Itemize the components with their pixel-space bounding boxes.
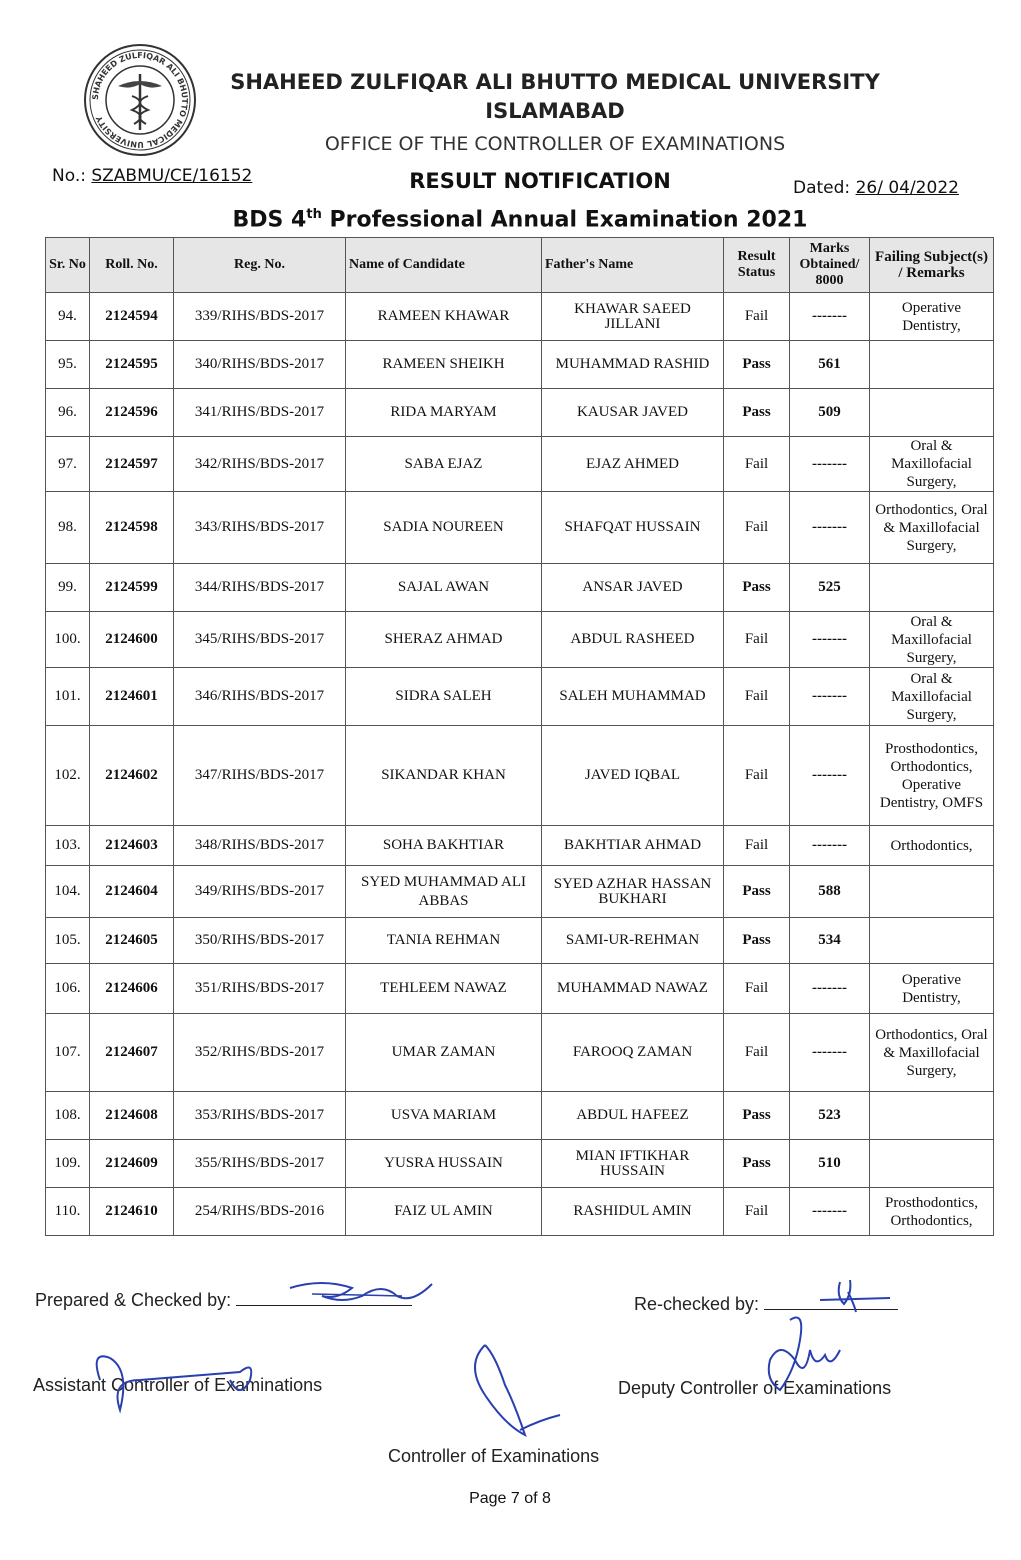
column-header: Marks Obtained/ 8000 xyxy=(790,238,870,293)
remarks-cell: Orthodontics, Oral & Maxillofacial Surgery, xyxy=(870,1014,994,1092)
roll-number-cell: 2124599 xyxy=(90,564,174,612)
table-row xyxy=(46,866,994,918)
roll-number-cell: 2124597 xyxy=(90,437,174,492)
remarks-cell: Operative Dentistry, xyxy=(870,964,994,1014)
reference-number: No.: SZABMU/CE/16152 xyxy=(52,166,253,186)
father-name-cell: JAVED IQBAL xyxy=(542,726,724,826)
father-name-cell: SALEH MUHAMMAD xyxy=(542,668,724,726)
prepared-checked-by: Prepared & Checked by: xyxy=(35,1287,412,1311)
reg-number-cell: 340/RIHS/BDS-2017 xyxy=(174,341,346,389)
result-status-cell: Fail xyxy=(724,437,790,492)
remarks-cell xyxy=(870,341,994,389)
marks-cell: ------- xyxy=(790,492,870,564)
university-name: SHAHEED ZULFIQAR ALI BHUTTO MEDICAL UNIVERSITY ISLAMABAD xyxy=(230,70,880,123)
remarks-cell xyxy=(870,564,994,612)
assistant-controller-title: Assistant Controller of Examinations xyxy=(33,1375,323,1395)
sr-cell: 100. xyxy=(46,612,90,668)
result-status-cell: Pass xyxy=(724,341,790,389)
father-name-cell: ANSAR JAVED xyxy=(542,564,724,612)
marks-cell: ------- xyxy=(790,437,870,492)
sr-cell: 94. xyxy=(46,293,90,341)
reg-number-cell: 345/RIHS/BDS-2017 xyxy=(174,612,346,668)
roll-number-cell: 2124607 xyxy=(90,1014,174,1092)
sr-cell: 110. xyxy=(46,1188,90,1236)
reg-number-cell: 353/RIHS/BDS-2017 xyxy=(174,1092,346,1140)
father-name-cell: KHAWAR SAEED JILLANI xyxy=(542,293,724,341)
reg-number-cell: 341/RIHS/BDS-2017 xyxy=(174,389,346,437)
column-header: Sr. No xyxy=(46,238,90,293)
column-header: Name of Candidate xyxy=(346,238,542,293)
reg-number-cell: 342/RIHS/BDS-2017 xyxy=(174,437,346,492)
result-status-cell: Fail xyxy=(724,1188,790,1236)
marks-cell: ------- xyxy=(790,964,870,1014)
sr-cell: 108. xyxy=(46,1092,90,1140)
father-name-cell: FAROOQ ZAMAN xyxy=(542,1014,724,1092)
result-status-cell: Pass xyxy=(724,1140,790,1188)
table-row xyxy=(46,826,994,866)
column-header: Reg. No. xyxy=(174,238,346,293)
table-row xyxy=(46,964,994,1014)
candidate-name-cell: RAMEEN SHEIKH xyxy=(346,341,542,389)
result-status-cell: Fail xyxy=(724,1014,790,1092)
sr-cell: 96. xyxy=(46,389,90,437)
roll-number-cell: 2124609 xyxy=(90,1140,174,1188)
deputy-signature-icon xyxy=(750,1310,850,1405)
remarks-cell xyxy=(870,918,994,964)
father-name-cell: ABDUL RASHEED xyxy=(542,612,724,668)
remarks-cell: Oral & Maxillofacial Surgery, xyxy=(870,612,994,668)
marks-cell: ------- xyxy=(790,612,870,668)
roll-number-cell: 2124594 xyxy=(90,293,174,341)
candidate-name-cell: SADIA NOUREEN xyxy=(346,492,542,564)
sr-cell: 106. xyxy=(46,964,90,1014)
marks-cell: 561 xyxy=(790,341,870,389)
sr-cell: 95. xyxy=(46,341,90,389)
father-name-cell: SAMI-UR-REHMAN xyxy=(542,918,724,964)
father-name-cell: MIAN IFTIKHAR HUSSAIN xyxy=(542,1140,724,1188)
marks-cell: ------- xyxy=(790,293,870,341)
remarks-cell: Prosthodontics, Orthodontics, Operative Dentistry, OMFS xyxy=(870,726,994,826)
roll-number-cell: 2124600 xyxy=(90,612,174,668)
candidate-name-cell: FAIZ UL AMIN xyxy=(346,1188,542,1236)
candidate-name-cell: TANIA REHMAN xyxy=(346,918,542,964)
table-row xyxy=(46,564,994,612)
candidate-name-cell: RIDA MARYAM xyxy=(346,389,542,437)
exam-title: BDS 4th Professional Annual Examination 2021 xyxy=(232,207,808,233)
marks-cell: ------- xyxy=(790,1014,870,1092)
roll-number-cell: 2124602 xyxy=(90,726,174,826)
reg-number-cell: 344/RIHS/BDS-2017 xyxy=(174,564,346,612)
reg-number-cell: 343/RIHS/BDS-2017 xyxy=(174,492,346,564)
remarks-cell xyxy=(870,1092,994,1140)
reg-number-cell: 339/RIHS/BDS-2017 xyxy=(174,293,346,341)
marks-cell: 534 xyxy=(790,918,870,964)
candidate-name-cell: SIKANDAR KHAN xyxy=(346,726,542,826)
office-title: OFFICE OF THE CONTROLLER OF EXAMINATIONS xyxy=(324,133,786,155)
father-name-cell: SHAFQAT HUSSAIN xyxy=(542,492,724,564)
result-status-cell: Fail xyxy=(724,964,790,1014)
result-status-cell: Pass xyxy=(724,564,790,612)
column-header: Result Status xyxy=(724,238,790,293)
result-status-cell: Fail xyxy=(724,668,790,726)
father-name-cell: MUHAMMAD RASHID xyxy=(542,341,724,389)
table-row xyxy=(46,726,994,826)
table-row xyxy=(46,341,994,389)
seal-text: SHAHEED ZULFIQAR ALI BHUTTO MEDICAL UNIVERSITY xyxy=(90,50,190,150)
controller-title: Controller of Examinations xyxy=(388,1446,600,1466)
candidate-name-cell: SABA EJAZ xyxy=(346,437,542,492)
deputy-controller-title: Deputy Controller of Examinations xyxy=(618,1378,892,1398)
remarks-cell: Oral & Maxillofacial Surgery, xyxy=(870,668,994,726)
table-row xyxy=(46,612,994,668)
roll-number-cell: 2124610 xyxy=(90,1188,174,1236)
sr-cell: 99. xyxy=(46,564,90,612)
result-status-cell: Pass xyxy=(724,389,790,437)
candidate-name-cell: RAMEEN KHAWAR xyxy=(346,293,542,341)
reg-number-cell: 352/RIHS/BDS-2017 xyxy=(174,1014,346,1092)
roll-number-cell: 2124595 xyxy=(90,341,174,389)
remarks-cell xyxy=(870,1140,994,1188)
sr-cell: 105. xyxy=(46,918,90,964)
notification-title: RESULT NOTIFICATION xyxy=(409,169,671,193)
sr-cell: 102. xyxy=(46,726,90,826)
father-name-cell: BAKHTIAR AHMAD xyxy=(542,826,724,866)
table-row xyxy=(46,1092,994,1140)
remarks-cell: Operative Dentistry, xyxy=(870,293,994,341)
sr-cell: 107. xyxy=(46,1014,90,1092)
reg-number-cell: 346/RIHS/BDS-2017 xyxy=(174,668,346,726)
remarks-cell: Oral & Maxillofacial Surgery, xyxy=(870,437,994,492)
candidate-name-cell: SHERAZ AHMAD xyxy=(346,612,542,668)
father-name-cell: RASHIDUL AMIN xyxy=(542,1188,724,1236)
sr-cell: 97. xyxy=(46,437,90,492)
result-status-cell: Fail xyxy=(724,492,790,564)
controller-signature-icon xyxy=(465,1335,575,1445)
candidate-name-cell: TEHLEEM NAWAZ xyxy=(346,964,542,1014)
table-row xyxy=(46,1014,994,1092)
father-name-cell: SYED AZHAR HASSAN BUKHARI xyxy=(542,866,724,918)
remarks-cell: Orthodontics, xyxy=(870,826,994,866)
table-row xyxy=(46,389,994,437)
sr-cell: 104. xyxy=(46,866,90,918)
page-number: Page 7 of 8 xyxy=(469,1490,551,1507)
reg-number-cell: 254/RIHS/BDS-2016 xyxy=(174,1188,346,1236)
roll-number-cell: 2124606 xyxy=(90,964,174,1014)
father-name-cell: MUHAMMAD NAWAZ xyxy=(542,964,724,1014)
candidate-name-cell: SAJAL AWAN xyxy=(346,564,542,612)
father-name-cell: EJAZ AHMED xyxy=(542,437,724,492)
remarks-cell xyxy=(870,389,994,437)
sr-cell: 109. xyxy=(46,1140,90,1188)
result-status-cell: Pass xyxy=(724,1092,790,1140)
roll-number-cell: 2124601 xyxy=(90,668,174,726)
roll-number-cell: 2124604 xyxy=(90,866,174,918)
table-row xyxy=(46,492,994,564)
table-row xyxy=(46,437,994,492)
rechecked-signature-icon xyxy=(810,1274,900,1314)
table-row xyxy=(46,918,994,964)
marks-cell: 588 xyxy=(790,866,870,918)
marks-cell: 510 xyxy=(790,1140,870,1188)
table-row xyxy=(46,1188,994,1236)
roll-number-cell: 2124608 xyxy=(90,1092,174,1140)
candidate-name-cell: USVA MARIAM xyxy=(346,1092,542,1140)
result-table xyxy=(45,237,994,1236)
result-status-cell: Fail xyxy=(724,726,790,826)
result-status-cell: Fail xyxy=(724,293,790,341)
result-status-cell: Pass xyxy=(724,866,790,918)
roll-number-cell: 2124605 xyxy=(90,918,174,964)
remarks-cell xyxy=(870,866,994,918)
column-header: Father's Name xyxy=(542,238,724,293)
marks-cell: ------- xyxy=(790,668,870,726)
candidate-name-cell: YUSRA HUSSAIN xyxy=(346,1140,542,1188)
result-status-cell: Pass xyxy=(724,918,790,964)
remarks-cell: Orthodontics, Oral & Maxillofacial Surgery, xyxy=(870,492,994,564)
sr-cell: 103. xyxy=(46,826,90,866)
reg-number-cell: 355/RIHS/BDS-2017 xyxy=(174,1140,346,1188)
remarks-cell: Prosthodontics, Orthodontics, xyxy=(870,1188,994,1236)
roll-number-cell: 2124598 xyxy=(90,492,174,564)
university-seal-icon xyxy=(80,40,200,160)
reg-number-cell: 348/RIHS/BDS-2017 xyxy=(174,826,346,866)
sr-cell: 98. xyxy=(46,492,90,564)
column-header: Roll. No. xyxy=(90,238,174,293)
roll-number-cell: 2124603 xyxy=(90,826,174,866)
table-row xyxy=(46,1140,994,1188)
reg-number-cell: 351/RIHS/BDS-2017 xyxy=(174,964,346,1014)
candidate-name-cell: SIDRA SALEH xyxy=(346,668,542,726)
table-header-row xyxy=(46,238,994,293)
reg-number-cell: 347/RIHS/BDS-2017 xyxy=(174,726,346,826)
result-status-cell: Fail xyxy=(724,612,790,668)
candidate-name-cell: SYED MUHAMMAD ALI ABBAS xyxy=(346,866,542,918)
marks-cell: ------- xyxy=(790,1188,870,1236)
candidate-name-cell: SOHA BAKHTIAR xyxy=(346,826,542,866)
assistant-signature-icon xyxy=(80,1340,270,1420)
marks-cell: 525 xyxy=(790,564,870,612)
marks-cell: ------- xyxy=(790,826,870,866)
result-status-cell: Fail xyxy=(724,826,790,866)
marks-cell: 509 xyxy=(790,389,870,437)
roll-number-cell: 2124596 xyxy=(90,389,174,437)
reg-number-cell: 349/RIHS/BDS-2017 xyxy=(174,866,346,918)
dated: Dated: 26/ 04/2022 xyxy=(793,178,959,198)
rechecked-by: Re-checked by: xyxy=(634,1291,898,1315)
sr-cell: 101. xyxy=(46,668,90,726)
table-row xyxy=(46,668,994,726)
candidate-name-cell: UMAR ZAMAN xyxy=(346,1014,542,1092)
marks-cell: 523 xyxy=(790,1092,870,1140)
prepared-signature-icon xyxy=(282,1274,442,1314)
father-name-cell: ABDUL HAFEEZ xyxy=(542,1092,724,1140)
father-name-cell: KAUSAR JAVED xyxy=(542,389,724,437)
reg-number-cell: 350/RIHS/BDS-2017 xyxy=(174,918,346,964)
table-row xyxy=(46,293,994,341)
marks-cell: ------- xyxy=(790,726,870,826)
column-header: Failing Subject(s) / Remarks xyxy=(870,238,994,293)
